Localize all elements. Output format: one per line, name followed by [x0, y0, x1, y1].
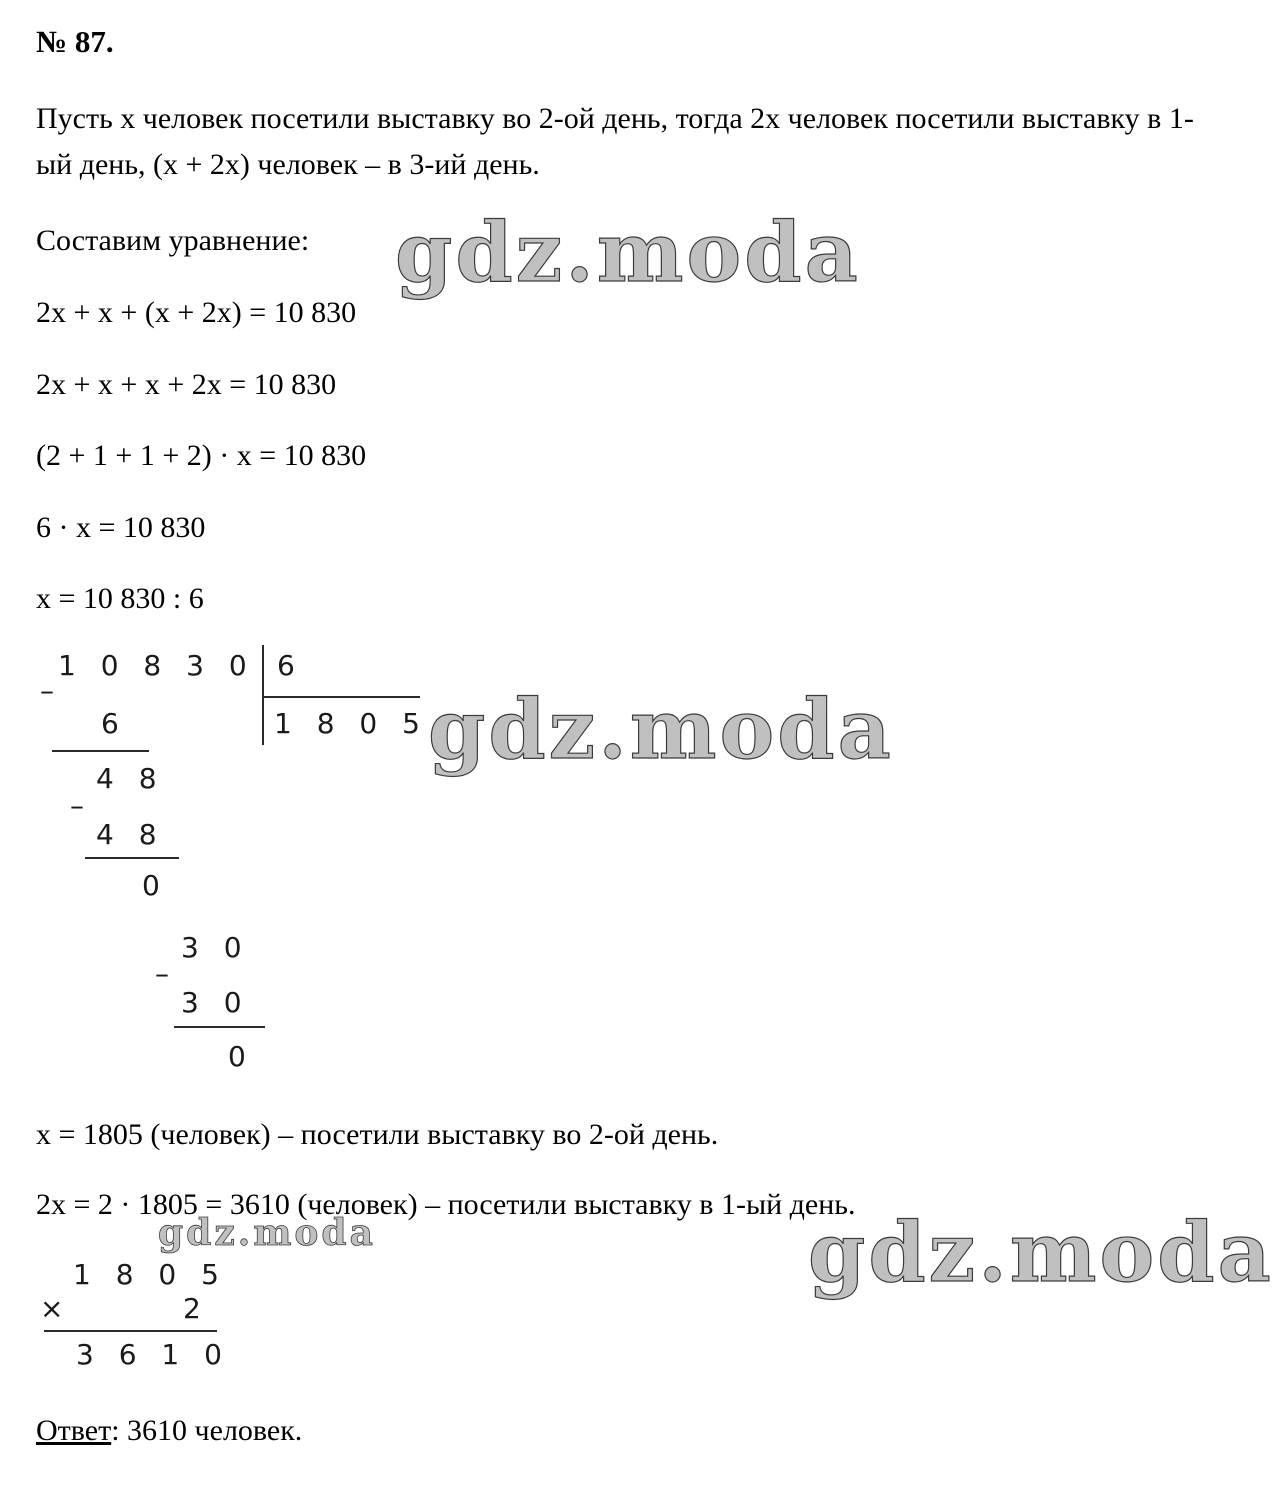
intro-text: Пусть x человек посетили выставку во 2-ой день, тогда 2x человек посетили выставку в 1-ый день, (x + 2x) человек – в 3-ий день.: [36, 102, 1194, 181]
result-line-2: 2x = 2 · 1805 = 3610 (человек) – посетили выставку в 1-ый день.: [36, 1188, 856, 1221]
answer-text: : 3610 человек.: [111, 1414, 303, 1447]
division-quotient-rule: [264, 696, 420, 698]
answer-label: Ответ: [36, 1414, 112, 1447]
watermark-text-small: gdz.moda: [158, 1212, 376, 1254]
division-minus-sign-3: –: [155, 957, 169, 990]
division-quotient: 1 8 0 5: [274, 707, 428, 740]
compose-equation-label: Составим уравнение:: [36, 224, 310, 257]
equation-line-4: 6 · x = 10 830: [36, 511, 206, 544]
equation-line-3: (2 + 1 + 1 + 2) · x = 10 830: [36, 439, 367, 472]
multiplication-product: 3 6 1 0: [76, 1338, 230, 1371]
answer-line: [36, 1408, 302, 1454]
division-rule-2: [85, 857, 179, 859]
watermark-text: gdz.moda: [395, 205, 861, 301]
division-subtrahend-2: 4 8: [96, 818, 165, 851]
division-rule-3: [174, 1026, 265, 1028]
equation-line-5: x = 10 830 : 6: [36, 582, 204, 615]
division-minus-sign-1: –: [40, 674, 54, 707]
division-dividend: 1 0 8 3 0: [58, 649, 255, 682]
multiplication-rule: [44, 1330, 217, 1332]
division-remainder-2: 0: [142, 869, 168, 902]
multiplication-multiplicand: 1 8 0 5: [73, 1258, 227, 1291]
multiplication-multiplier: 2: [183, 1292, 201, 1325]
equation-line-2: 2x + x + x + 2x = 10 830: [36, 368, 337, 401]
division-vertical-rule: [262, 645, 264, 745]
multiplication-sign: ×: [40, 1292, 64, 1325]
division-rule-1: [52, 750, 149, 752]
watermark-text: gdz.moda: [808, 1205, 1274, 1301]
division-remainder-1: 4 8: [96, 762, 165, 795]
division-minus-sign-2: –: [70, 789, 84, 822]
division-subtrahend-1: 6: [101, 707, 127, 740]
division-subtrahend-3: 3 0: [181, 986, 250, 1019]
division-divisor: 6: [277, 649, 303, 682]
problem-number: № 87.: [36, 24, 114, 59]
division-remainder-4: 0: [228, 1040, 254, 1073]
division-remainder-3: 3 0: [181, 931, 250, 964]
watermark-text: gdz.moda: [428, 682, 894, 778]
result-line-1: x = 1805 (человек) – посетили выставку во 2-ой день.: [36, 1118, 719, 1151]
equation-line-1: 2x + x + (x + 2x) = 10 830: [36, 296, 357, 329]
